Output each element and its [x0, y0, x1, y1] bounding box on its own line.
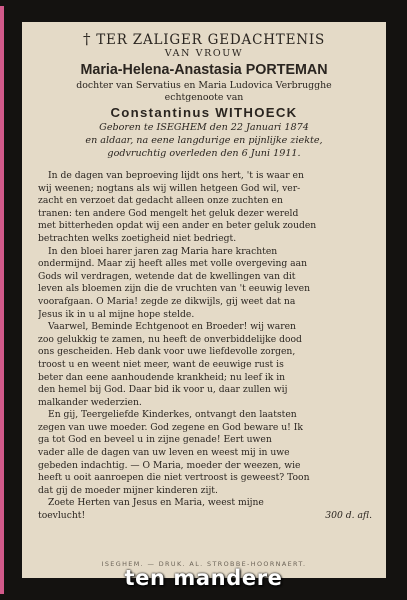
text-line: ondermijnd. Maar zij heeft alles met volle overgeving aan — [38, 258, 308, 270]
title-line — [22, 31, 386, 48]
card-header — [22, 31, 386, 160]
left-edge-strip — [0, 6, 4, 594]
text-line: heeft u ooit aanroepen die niet vertroost is geweest? Toon — [38, 472, 310, 484]
text-line: betrachten welks zoetigheid niet bedriegt. — [38, 232, 237, 244]
memorial-text — [38, 170, 372, 523]
death-line-2: godvruchtig overleden den 6 Juni 1911. — [107, 148, 301, 159]
text-line: gebeden indachtig. — O Maria, moeder der weezen, wie — [38, 459, 301, 471]
text-line: zegen van uwe moeder. God zegene en God beware u! Ik — [38, 421, 303, 433]
text-line: voorafgaan. O Maria! zegde ze dikwijls, gij weet dat na — [38, 295, 296, 307]
watermark-text: ten mandere — [124, 566, 283, 590]
text-line: Gods wil verdragen, wetende dat de kwellingen van dit — [38, 270, 296, 282]
text-line: den hemel bij God. Daar bid ik voor u, daar zullen wij — [38, 384, 288, 396]
text-line: tranen: ten andere God mengelt het geluk dezer wereld — [38, 207, 299, 219]
text-line: En gij, Teergeliefde Kinderkes, ontvangt den laatsten — [48, 409, 297, 421]
spouse-label: echtgenoote van — [164, 92, 244, 103]
deceased-name: Maria-Helena-Anastasia PORTEMAN — [80, 62, 328, 78]
text-line: leven als bloemen zijn die de vruchten van 't eeuwig leven — [38, 283, 311, 295]
signoff-row — [38, 510, 372, 523]
text-line: Jesus ik in u al mijne hope stelde. — [38, 308, 195, 320]
text-line: ons gescheiden. Heb dank voor uwe liefdevolle zorgen, — [38, 346, 296, 358]
closing-line-end: toevlucht! — [38, 510, 86, 522]
closing-line: Zoete Herten van Jesus en Maria, weest mijne — [48, 497, 264, 509]
text-line: met bitterheden opdat wij een ander en beter geluk zouden — [38, 220, 317, 232]
text-line: In de dagen van beproeving lijdt ons hert, 't is waar en — [48, 170, 304, 181]
subtitle: VAN VROUW — [164, 48, 244, 59]
cross-icon: † — [82, 30, 92, 48]
parents-line: dochter van Servatius en Maria Ludovica Verbrugghe — [76, 80, 332, 91]
text-line: vader alle de dagen van uw leven en weest mij in uwe — [38, 447, 290, 459]
memorial-card — [22, 22, 386, 578]
birth-line: Geboren te ISEGHEM den 22 Januari 1874 — [99, 122, 309, 133]
death-line-1: en aldaar, na eene langdurige en pijnlijke ziekte, — [85, 135, 323, 146]
text-line: troost u en weent niet meer, want de eeuwige rust is — [38, 358, 284, 370]
text-line: ga tot God en beveel u in zijne genade! Eert uwen — [38, 434, 272, 446]
text-line: Vaarwel, Beminde Echtgenoot en Broeder! wij waren — [48, 321, 296, 333]
text-line: wij weenen; nogtans als wij willen hetgeen God wil, ver- — [38, 182, 301, 194]
spouse-name: Constantinus WITHOECK — [110, 105, 298, 120]
text-line: zacht en verzoet dat gedacht alleen onze zuchten en — [38, 195, 283, 207]
birth-death-info — [22, 121, 386, 160]
text-line: malkander wederzien. — [38, 396, 142, 408]
text-line: zoo gelukkig te zamen, nu heeft de onverbiddelijke dood — [38, 333, 302, 345]
indulgence-note: 300 d. afl. — [325, 510, 372, 522]
text-line: In den bloei harer jaren zag Maria hare krachten — [48, 245, 278, 257]
printer-imprint: ISEGHEM. — DRUK. AL. STROBBE-HOORNAERT. — [101, 560, 307, 568]
text-line: dat gij de moeder mijner kinderen zijt. — [38, 484, 218, 496]
text-line: beter dan eene aanhoudende krankheid; nu leef ik in — [38, 371, 286, 383]
page-title: TER ZALIGER GEDACHTENIS — [96, 32, 326, 48]
